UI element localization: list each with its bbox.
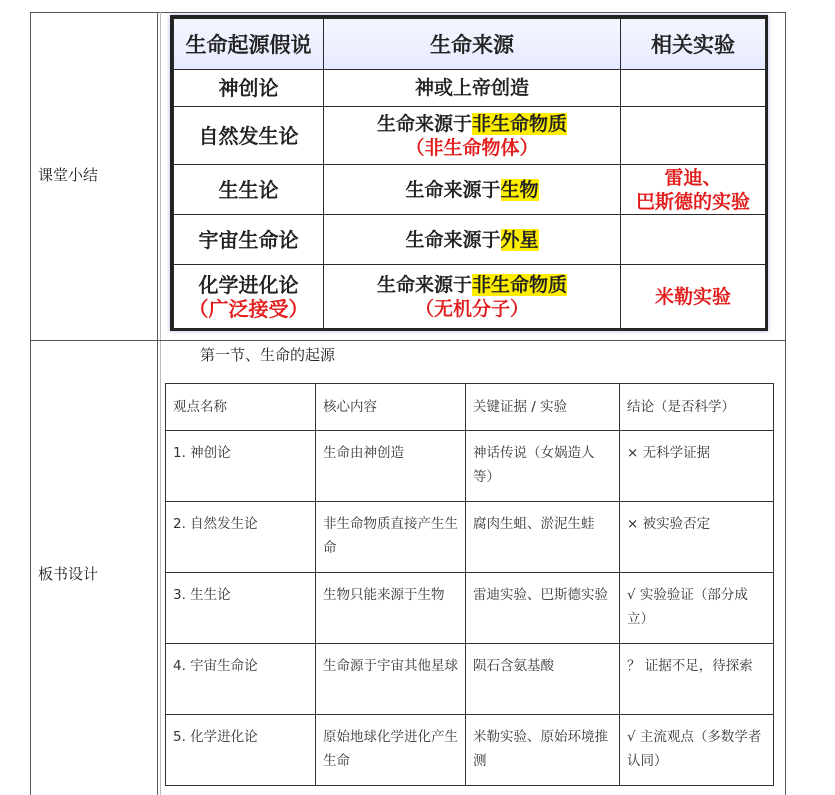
column-divider-inner [160, 12, 161, 795]
table-cell: 非生命物质直接产生生命 [316, 502, 466, 573]
table-cell: 生命源于宇宙其他星球 [316, 644, 466, 715]
experiment-line: 雷迪、 [664, 166, 722, 189]
table-row [166, 502, 774, 573]
table-header-row [166, 384, 774, 431]
summary-experiment: 米勒实验 [621, 265, 766, 330]
table-cell: √ 主流观点（多数学者认同） [620, 715, 774, 786]
table-cell: 5. 化学进化论 [166, 715, 316, 786]
summary-source [324, 107, 621, 165]
source-prefix: 生命来源于 [405, 228, 501, 251]
table-cell: 生命由神创造 [316, 431, 466, 502]
summary-experiment [621, 215, 766, 265]
column-divider [157, 12, 158, 795]
summary-source [324, 215, 621, 265]
source-highlight: 非生命物质 [472, 274, 568, 296]
source-highlight: 非生命物质 [472, 112, 568, 135]
summary-row-label: 课堂小结 [38, 166, 99, 184]
table-cell: √ 实验验证（部分成立） [620, 573, 774, 644]
summary-header-hypothesis: 生命起源假说 [174, 19, 324, 70]
table-cell: 神话传说（女娲造人等） [466, 431, 620, 502]
board-table [165, 383, 773, 786]
table-cell: 腐肉生蛆、淤泥生蛙 [466, 502, 620, 573]
row-divider [30, 340, 786, 341]
summary-table [170, 15, 768, 331]
summary-source: 神或上帝创造 [324, 70, 621, 107]
header-cell: 观点名称 [166, 384, 316, 431]
board-title: 第一节、生命的起源 [200, 346, 336, 364]
source-highlight: 生物 [500, 178, 539, 201]
summary-header-experiment: 相关实验 [621, 19, 766, 70]
table-cell: 雷迪实验、巴斯德实验 [466, 573, 620, 644]
summary-header-source: 生命来源 [324, 19, 621, 70]
source-note: （无机分子） [414, 298, 529, 320]
table-cell: 原始地球化学进化产生生命 [316, 715, 466, 786]
hypothesis-name: 化学进化论 [198, 273, 299, 297]
header-cell: 关键证据 / 实验 [466, 384, 620, 431]
experiment-line: 巴斯德的实验 [635, 190, 750, 213]
source-prefix: 生命来源于 [405, 178, 501, 201]
source-highlight: 外星 [500, 228, 539, 251]
table-cell: 2. 自然发生论 [166, 502, 316, 573]
header-cell: 核心内容 [316, 384, 466, 431]
source-prefix: 生命来源于 [376, 274, 472, 296]
table-cell: ？ 证据不足，待探索 [620, 644, 774, 715]
table-row [166, 644, 774, 715]
table-cell: 1. 神创论 [166, 431, 316, 502]
table-cell: 4. 宇宙生命论 [166, 644, 316, 715]
hypothesis-note: （广泛接受） [188, 297, 309, 321]
table-cell: × 被实验否定 [620, 502, 774, 573]
summary-hypothesis: 神创论 [174, 70, 324, 107]
table-row [166, 431, 774, 502]
table-cell: 3. 生生论 [166, 573, 316, 644]
summary-source [324, 265, 621, 330]
summary-source [324, 165, 621, 215]
table-cell: 米勒实验、原始环境推测 [466, 715, 620, 786]
summary-hypothesis: 生生论 [174, 165, 324, 215]
table-cell: 陨石含氨基酸 [466, 644, 620, 715]
table-cell: 生物只能来源于生物 [316, 573, 466, 644]
summary-experiment [621, 70, 766, 107]
source-prefix: 生命来源于 [376, 112, 472, 135]
summary-experiment [621, 107, 766, 165]
summary-hypothesis [174, 265, 324, 330]
source-note: （非生命物体） [405, 136, 539, 159]
table-cell: × 无科学证据 [620, 431, 774, 502]
summary-experiment [621, 165, 766, 215]
header-cell: 结论（是否科学） [620, 384, 774, 431]
table-row [166, 715, 774, 786]
summary-hypothesis: 宇宙生命论 [174, 215, 324, 265]
summary-hypothesis: 自然发生论 [174, 107, 324, 165]
board-row-label: 板书设计 [38, 565, 99, 583]
table-row [166, 573, 774, 644]
